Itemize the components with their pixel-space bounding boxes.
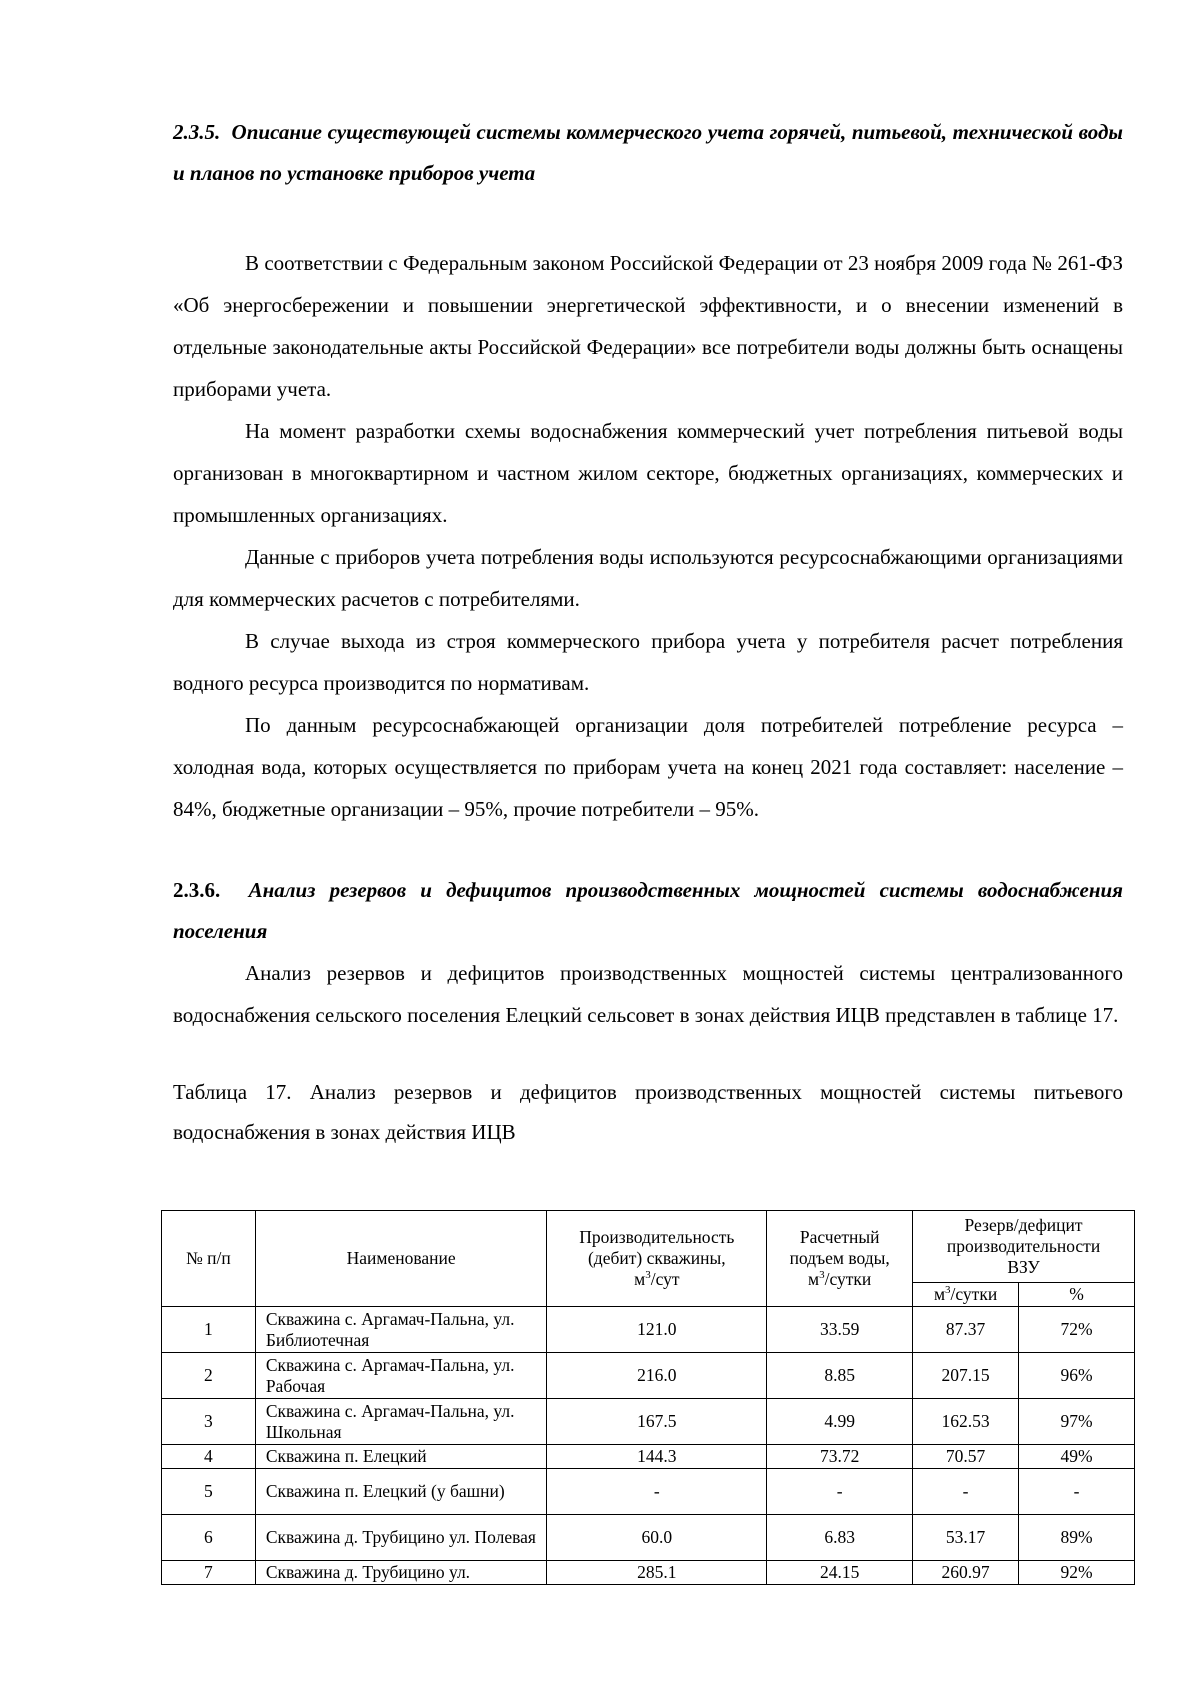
section-number: 2.3.5. [173,120,221,144]
cell-lift: - [767,1469,913,1515]
cell-reserve: 162.53 [913,1399,1019,1445]
header-reserve-percent: % [1019,1283,1135,1307]
cell-num: 2 [162,1353,256,1399]
header-name: Наименование [255,1211,547,1307]
cell-name: Скважина д. Трубицино ул. [255,1561,547,1585]
header-reserve-volume: $м^3$/сутки [913,1283,1019,1307]
cell-num: 5 [162,1469,256,1515]
cell-num: 1 [162,1307,256,1353]
cell-num: 3 [162,1399,256,1445]
cell-productivity: 121.0 [547,1307,767,1353]
paragraph: По данным ресурсоснабжающей организации доля потребителей потребление ресурса – холодная вода, которых осуществляется по приборам учета на конец 2021 года составляет: население – 84%, бюджетные организации – 95%, прочие потребители – 95%. [173,713,1123,821]
table-row [162,1561,1135,1585]
cell-percent: 92% [1019,1561,1135,1585]
cell-productivity: - [547,1469,767,1515]
section-title: Анализ резервов и дефицитов производственных мощностей системы водоснабжения поселения [173,878,1123,943]
cell-productivity: 60.0 [547,1515,767,1561]
cell-lift: 6.83 [767,1515,913,1561]
table-row [162,1307,1135,1353]
cell-num: 4 [162,1445,256,1469]
cell-name: Скважина с. Аргамач-Пальна, ул. Рабочая [255,1353,547,1399]
table-row [162,1469,1135,1515]
cell-productivity: 285.1 [547,1561,767,1585]
cell-lift: 73.72 [767,1445,913,1469]
cell-num: 7 [162,1561,256,1585]
document-page [173,112,1123,1152]
header-reserve: Резерв/дефицит производительности ВЗУ [913,1211,1135,1283]
header-productivity: Производительность (дебит) скважины, $м^3$/сут [547,1211,767,1307]
cell-percent: 97% [1019,1399,1135,1445]
header-num: № п/п [162,1211,256,1307]
cell-name: Скважина д. Трубицино ул. Полевая [255,1515,547,1561]
paragraph: Данные с приборов учета потребления воды используются ресурсоснабжающими организациями для коммерческих расчетов с потребителями. [173,545,1123,611]
cell-name: Скважина с. Аргамач-Пальна, ул. Школьная [255,1399,547,1445]
section-number: 2.3.6. [173,878,221,902]
paragraph: На момент разработки схемы водоснабжения коммерческий учет потребления питьевой воды организован в многоквартирном и частном жилом секторе, бюджетных организациях, коммерческих и промышленных организациях. [173,419,1123,527]
table-row [162,1353,1135,1399]
reserves-table [161,1210,1135,1585]
table-row [162,1399,1135,1445]
cell-name: Скважина п. Елецкий (у башни) [255,1469,547,1515]
cell-lift: 33.59 [767,1307,913,1353]
paragraph: В соответствии с Федеральным законом Российской Федерации от 23 ноября 2009 года № 261-ФЗ «Об энергосбережении и повышении энергетической эффективности, и о внесении изменений в отдельные законодательные акты Российской Федерации» все потребители воды должны быть оснащены приборами учета. [173,251,1123,401]
table-row [162,1445,1135,1469]
cell-reserve: 53.17 [913,1515,1019,1561]
cell-percent: - [1019,1469,1135,1515]
cell-productivity: 144.3 [547,1445,767,1469]
cell-reserve: 260.97 [913,1561,1019,1585]
cell-reserve: 70.57 [913,1445,1019,1469]
cell-percent: 72% [1019,1307,1135,1353]
cell-name: Скважина п. Елецкий [255,1445,547,1469]
cell-lift: 4.99 [767,1399,913,1445]
cell-percent: 49% [1019,1445,1135,1469]
cell-reserve: 87.37 [913,1307,1019,1353]
cell-lift: 24.15 [767,1561,913,1585]
cell-reserve: - [913,1469,1019,1515]
cell-productivity: 167.5 [547,1399,767,1445]
header-lift: Расчетный подъем воды, $м^3$/сутки [767,1211,913,1307]
paragraph: В случае выхода из строя коммерческого прибора учета у потребителя расчет потребления водного ресурса производится по нормативам. [173,629,1123,695]
table-caption: Таблица 17. Анализ резервов и дефицитов производственных мощностей системы питьевого водоснабжения в зонах действия ИЦВ [173,1080,1123,1144]
cell-percent: 89% [1019,1515,1135,1561]
table-row [162,1515,1135,1561]
section-heading-2-3-5 [173,112,1123,194]
cell-percent: 96% [1019,1353,1135,1399]
cell-name: Скважина с. Аргамач-Пальна, ул. Библиотечная [255,1307,547,1353]
cell-productivity: 216.0 [547,1353,767,1399]
cell-reserve: 207.15 [913,1353,1019,1399]
section-heading-2-3-6 [173,870,1123,952]
cell-lift: 8.85 [767,1353,913,1399]
section-title: Описание существующей системы коммерческого учета горячей, питьевой, технической воды и планов по установке приборов учета [173,120,1123,185]
cell-num: 6 [162,1515,256,1561]
paragraph: Анализ резервов и дефицитов производственных мощностей системы централизованного водоснабжения сельского поселения Елецкий сельсовет в зонах действия ИЦВ представлен в таблице 17. [173,961,1123,1027]
